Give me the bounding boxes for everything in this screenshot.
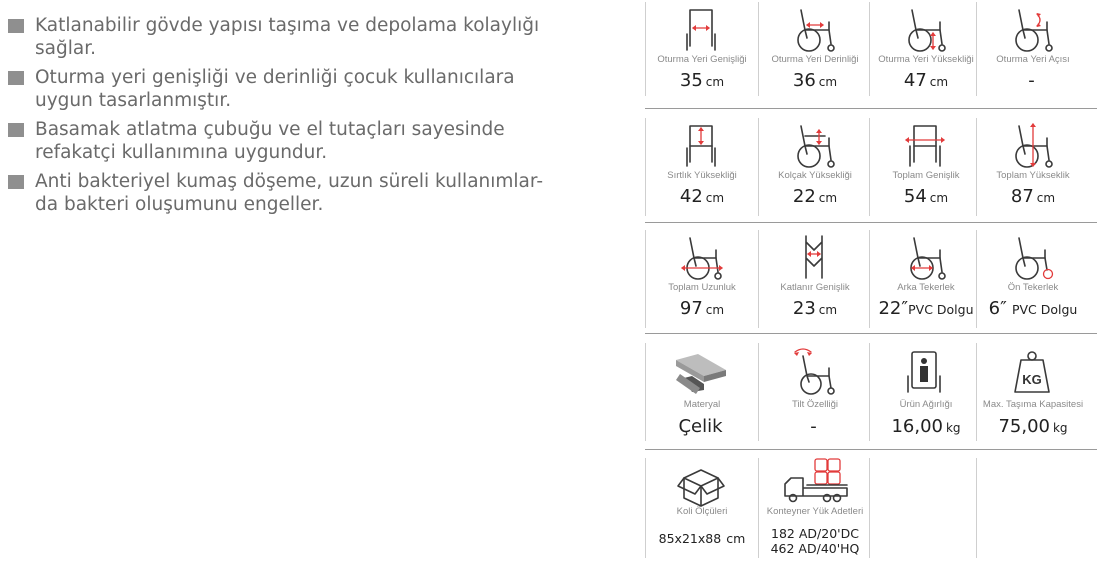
spec-grid: Oturma Yeri Genişliği 35 cm Oturma Yeri Derinliği 36 cm Oturma Yeri Yüksekliği 47 cm Oturma Yeri Açısı - Sırtlık Yüksekliği 42 cm Kolçak Yüksekliği 22 cm Toplam Genişlik 54 cm Toplam Yükseklik 87 cm Toplam Uzunluk 97 cm Katlanır Genişlik 23 cm Arka Tekerlek 22″PVC Dolgu Ön Tekerlek 6″ PVC Dolgu Materyal Çelik Tilt Özelliği - Ürün Ağırlığı 16,00 kg KG Max. Taşıma Kapasitesi 75,00 kg Koli Ölçüleri 85x21x88 cm Konteyner Yük Adetleri 182 AD/20'DC 462 AD/40'HQ	[645, 0, 1099, 563]
product-weight-icon	[900, 346, 950, 396]
bullet-square-icon	[8, 71, 24, 85]
feature-item: Anti bakteriyel kumaş döşeme, uzun süreli kullanımlar-da bakteri oluşumunu engeller.	[8, 170, 548, 216]
bullet-square-icon	[8, 123, 24, 137]
svg-text:KG: KG	[1022, 372, 1042, 387]
row-divider	[645, 333, 1097, 334]
folded-width-icon	[789, 232, 839, 282]
seat-angle-icon	[1007, 4, 1057, 54]
total-length-icon	[676, 232, 726, 282]
armrest-height-icon	[789, 120, 839, 170]
feature-list	[8, 14, 548, 222]
bullet-square-icon	[8, 175, 24, 189]
row-divider	[645, 449, 1097, 450]
rear-wheel-icon	[900, 232, 950, 282]
row-divider	[645, 108, 1097, 109]
seat-width-icon	[676, 4, 726, 54]
backrest-height-icon	[676, 120, 726, 170]
tilt-icon	[789, 346, 839, 396]
seat-depth-icon	[789, 4, 839, 54]
box-icon	[676, 462, 726, 512]
front-wheel-icon	[1007, 232, 1057, 282]
bullet-square-icon	[8, 19, 24, 33]
feature-item: Basamak atlatma çubuğu ve el tutaçları sayesinde refakatçi kullanımına uygundur.	[8, 118, 548, 164]
row-divider	[645, 222, 1097, 223]
truck-icon	[781, 456, 851, 506]
seat-height-icon	[900, 4, 950, 54]
column-divider	[976, 458, 977, 558]
feature-item: Oturma yeri genişliği ve derinliği çocuk kullanıcılara uygun tasarlanmıştır.	[8, 66, 548, 112]
weight-kg-icon	[1007, 346, 1057, 396]
feature-item: Katlanabilir gövde yapısı taşıma ve depolama kolaylığı sağlar.	[8, 14, 548, 60]
total-width-icon	[900, 120, 950, 170]
material-steel-icon	[670, 348, 730, 398]
total-height-icon	[1007, 120, 1057, 170]
